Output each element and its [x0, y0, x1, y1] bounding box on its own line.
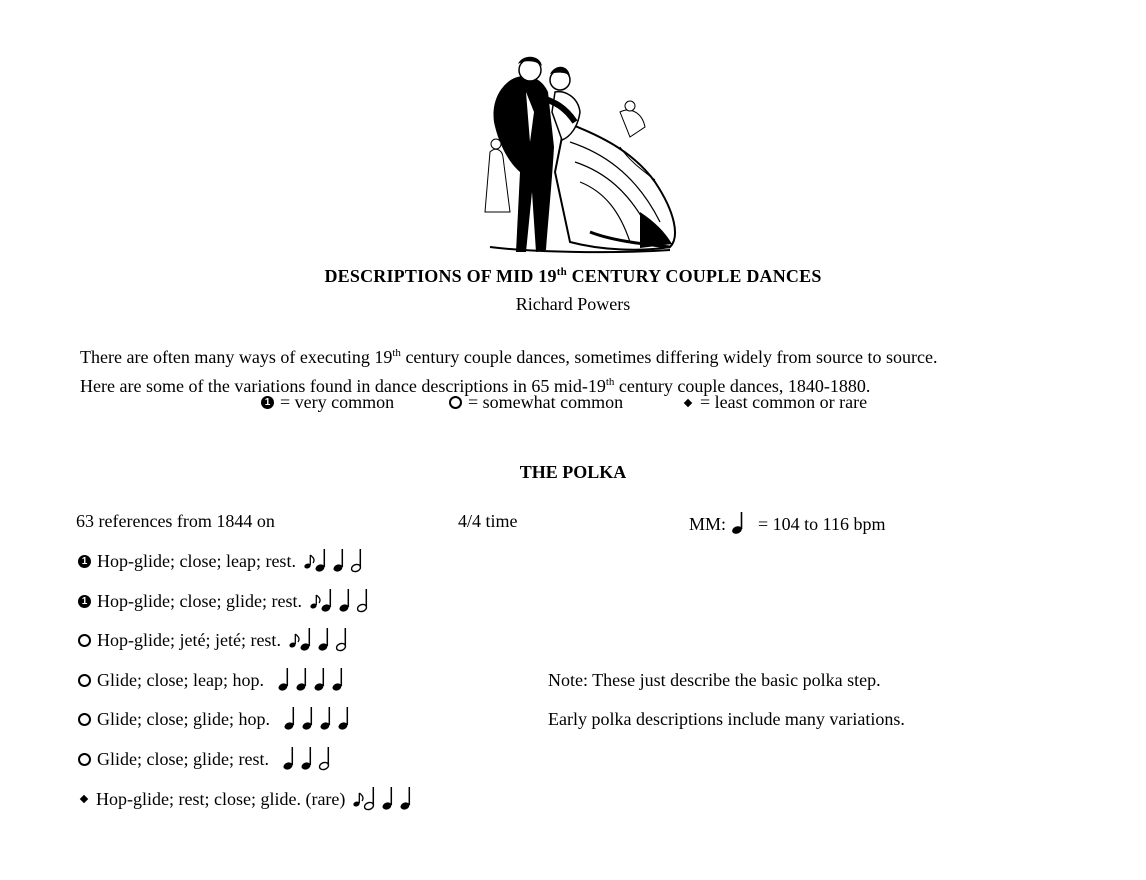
- step-row-3: Hop-glide; jeté; jeté; rest.: [78, 625, 369, 655]
- diamond-icon: [684, 398, 692, 406]
- filled-circle-icon: 1: [78, 555, 91, 568]
- step-row-1: 1 Hop-glide; close; leap; rest.: [78, 546, 384, 576]
- intro-line-2: Here are some of the variations found in dance descriptions in 65 mid-19th century couple dances, 1840-1880.: [80, 376, 871, 396]
- half-note-icon: [335, 628, 346, 652]
- quarter-note-icon: [337, 707, 348, 731]
- note-line-2: Early polka descriptions include many variations.: [548, 709, 905, 729]
- legend-very-common: 1 = very common: [261, 392, 394, 413]
- quarter-note-icon: [332, 549, 343, 573]
- step-row-4: Glide; close; leap; hop.: [78, 665, 358, 695]
- quarter-note-icon: [314, 549, 325, 573]
- eighth-note-icon: [353, 793, 363, 807]
- quarter-note-icon: [338, 589, 349, 613]
- open-circle-icon: [78, 753, 91, 766]
- page-title: DESCRIPTIONS OF MID 19th CENTURY COUPLE DANCES: [324, 266, 822, 286]
- rhythm-notation: [304, 547, 384, 575]
- quarter-note-icon: [317, 628, 328, 652]
- rhythm-notation: [353, 785, 433, 813]
- rhythm-notation: [289, 626, 369, 654]
- open-circle-icon: [449, 396, 462, 409]
- quarter-note-icon: [277, 668, 288, 692]
- quarter-note-icon: [295, 668, 306, 692]
- quarter-note-icon: [320, 589, 331, 613]
- filled-circle-icon: 1: [261, 396, 274, 409]
- quarter-note-icon: [299, 628, 310, 652]
- half-note-icon: [350, 549, 361, 573]
- half-note-icon: [356, 589, 367, 613]
- quarter-note-icon: [283, 707, 294, 731]
- quarter-note-icon: [300, 747, 311, 771]
- step-row-5: Glide; close; glide; hop.: [78, 704, 364, 734]
- rhythm-notation: [278, 666, 358, 694]
- quarter-note-icon: [730, 511, 752, 537]
- diamond-icon: [80, 795, 88, 803]
- step-row-6: Glide; close; glide; rest.: [78, 744, 363, 774]
- dancing-couple-illustration: [470, 52, 682, 257]
- rhythm-notation: [310, 587, 390, 615]
- rhythm-notation: [284, 705, 364, 733]
- half-note-icon: [364, 787, 375, 811]
- references-count: 63 references from 1844 on: [76, 511, 275, 531]
- metronome-marking: MM: = 104 to 116 bpm: [689, 511, 886, 537]
- quarter-note-icon: [301, 707, 312, 731]
- section-title: THE POLKA: [519, 462, 627, 482]
- eighth-note-icon: [310, 595, 320, 609]
- quarter-note-icon: [382, 787, 393, 811]
- open-circle-icon: [78, 674, 91, 687]
- quarter-note-icon: [331, 668, 342, 692]
- time-signature: 4/4 time: [458, 511, 518, 531]
- author-name: Richard Powers: [515, 294, 631, 314]
- step-row-7: Hop-glide; rest; close; glide. (rare): [78, 784, 433, 814]
- rhythm-notation: [283, 745, 363, 773]
- open-circle-icon: [78, 634, 91, 647]
- eighth-note-icon: [304, 555, 314, 569]
- open-circle-icon: [78, 713, 91, 726]
- intro-line-1: There are often many ways of executing 19th century couple dances, sometimes differing widely from source to source.: [80, 347, 938, 367]
- quarter-note-icon: [400, 787, 411, 811]
- legend-somewhat-common: = somewhat common: [449, 392, 623, 413]
- half-note-icon: [318, 747, 329, 771]
- step-row-2: 1 Hop-glide; close; glide; rest.: [78, 586, 390, 616]
- quarter-note-icon: [282, 747, 293, 771]
- note-line-1: Note: These just describe the basic polka step.: [548, 670, 881, 690]
- legend-least-common: = least common or rare: [682, 392, 867, 413]
- intro-paragraph: [80, 341, 937, 399]
- eighth-note-icon: [289, 634, 299, 648]
- quarter-note-icon: [319, 707, 330, 731]
- quarter-note-icon: [313, 668, 324, 692]
- filled-circle-icon: 1: [78, 595, 91, 608]
